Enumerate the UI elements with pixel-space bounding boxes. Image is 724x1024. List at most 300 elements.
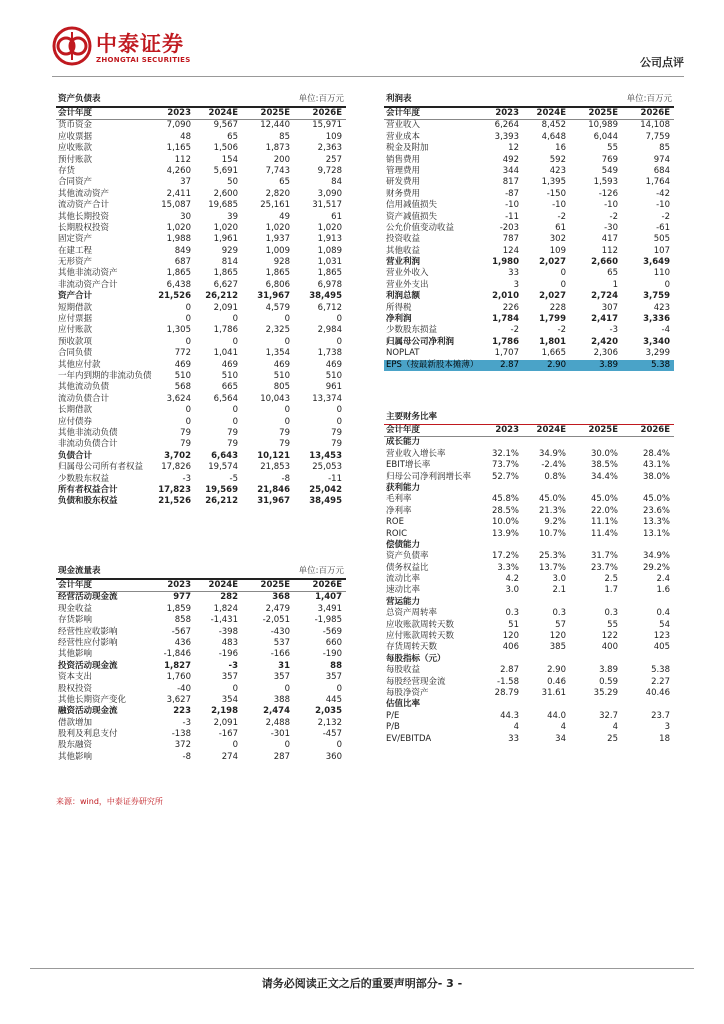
row-label: 长期股权投资	[58, 222, 110, 233]
table-row	[56, 268, 346, 279]
row-label: 所得税	[386, 302, 412, 313]
row-value: 21,846	[257, 484, 290, 495]
row-label: 其他应付款	[58, 359, 101, 370]
row-value: 79	[180, 427, 191, 438]
row-value: 45.0%	[538, 494, 566, 505]
table-row	[56, 234, 346, 245]
row-label: 归属母公司所有者权益	[58, 462, 144, 473]
row-label: 总资产周转率	[386, 608, 438, 619]
row-value: 2,411	[166, 188, 191, 199]
row-value: 1,665	[541, 348, 566, 359]
row-value: 0.3	[604, 608, 618, 619]
table-row	[56, 661, 346, 672]
row-value: 1,041	[213, 348, 238, 359]
row-value: 85	[279, 131, 290, 142]
row-label: 信用减值损失	[386, 200, 438, 211]
row-value: 31	[278, 660, 290, 671]
row-value: 1,395	[541, 177, 566, 188]
row-value: 257	[325, 154, 342, 165]
row-value: 15,971	[312, 120, 342, 131]
row-value: 7,759	[645, 131, 670, 142]
table-row	[56, 604, 346, 615]
row-label: 资产减值损失	[386, 211, 438, 222]
row-value: 1,865	[317, 268, 342, 279]
table-row	[384, 517, 674, 528]
row-value: 1,760	[166, 672, 191, 683]
row-value: 3,649	[643, 257, 670, 268]
row-value: 6,712	[317, 302, 342, 313]
row-label: 营业成本	[386, 131, 421, 142]
row-value: 388	[273, 694, 290, 705]
financial-ratios-table	[384, 412, 674, 745]
row-value: 3,299	[645, 348, 670, 359]
row-label: 存货影响	[58, 615, 93, 626]
table-body	[384, 425, 674, 745]
row-value: 2024E	[536, 425, 566, 435]
table-row	[384, 348, 674, 359]
row-value: 1,827	[164, 660, 191, 671]
row-value: 769	[601, 154, 618, 165]
row-value: 65	[279, 177, 290, 188]
row-value: -1,846	[163, 649, 191, 660]
row-value: 228	[549, 302, 566, 313]
row-value: 21.3%	[538, 505, 566, 516]
row-value: 510	[273, 370, 290, 381]
row-value: 2,325	[265, 325, 290, 336]
row-label: 会计年度	[386, 108, 421, 118]
row-label: 少数股东损益	[386, 325, 438, 336]
row-value: 0	[336, 416, 342, 427]
row-value: 34	[555, 733, 566, 744]
row-value: -8	[182, 751, 191, 762]
table-row	[56, 428, 346, 439]
row-label: 负债和股东权益	[58, 496, 118, 507]
row-value: 1,865	[213, 268, 238, 279]
table-title: 资产负债表	[58, 94, 101, 104]
row-value: 0	[232, 405, 238, 416]
table-row	[384, 280, 674, 291]
table-row	[384, 574, 674, 585]
row-value: -126	[598, 188, 618, 199]
row-value: 33	[508, 733, 519, 744]
table-row	[56, 212, 346, 223]
row-value: 25,042	[309, 484, 342, 495]
row-label: ROIC	[386, 528, 408, 539]
row-value: 57	[555, 619, 566, 630]
row-value: 1,801	[539, 336, 566, 347]
row-label: 其他流动资产	[58, 188, 110, 199]
row-value: 1,407	[315, 592, 342, 603]
row-value: -1.58	[497, 676, 519, 687]
row-value: 2.90	[547, 359, 566, 370]
row-label: 每股收益	[386, 665, 421, 676]
row-value: 3,090	[317, 188, 342, 199]
table-row	[384, 200, 674, 211]
row-value: 961	[325, 382, 342, 393]
row-label: 营运能力	[386, 596, 421, 607]
row-value: 2.5	[604, 574, 618, 585]
row-value: 2025E	[260, 108, 290, 118]
row-value: 0	[284, 336, 290, 347]
row-value: 120	[549, 631, 566, 642]
table-row	[56, 439, 346, 450]
table-row	[56, 246, 346, 257]
row-label: 营业利润	[386, 257, 421, 268]
row-value: 3.89	[599, 359, 618, 370]
table-row	[56, 360, 346, 371]
table-row	[56, 474, 346, 485]
table-row	[56, 718, 346, 729]
table-row	[384, 166, 674, 177]
table-row	[384, 642, 674, 653]
row-value: 21,526	[158, 496, 191, 507]
row-value: 2.27	[651, 676, 670, 687]
row-value: 2,820	[265, 188, 290, 199]
table-row	[56, 223, 346, 234]
row-value: 39	[227, 211, 238, 222]
table-row	[56, 740, 346, 751]
row-value: 1,913	[317, 234, 342, 245]
row-value: 13.3%	[642, 517, 670, 528]
row-value: 34.4%	[590, 471, 618, 482]
row-label: 会计年度	[386, 425, 421, 435]
row-value: 537	[273, 637, 290, 648]
row-value: 1,786	[492, 336, 519, 347]
row-value: -1,431	[210, 615, 238, 626]
row-value: 38,495	[309, 291, 342, 302]
row-label: 固定资产	[58, 234, 93, 245]
table-row	[56, 451, 346, 462]
row-value: 23.7%	[590, 562, 618, 573]
row-value: 37	[180, 177, 191, 188]
row-label: 研发费用	[386, 177, 421, 188]
row-value: 469	[273, 359, 290, 370]
row-value: 0	[664, 279, 670, 290]
row-value: 3.0	[505, 585, 519, 596]
row-value: 18	[659, 733, 670, 744]
row-label: 所有者权益合计	[58, 484, 118, 495]
row-label: 存货周转天数	[386, 642, 438, 653]
row-label: 每股净资产	[386, 687, 429, 698]
row-value: 32.7	[599, 710, 618, 721]
row-label: 税金及附加	[386, 143, 429, 154]
table-row	[384, 665, 674, 676]
row-value: 1,980	[492, 257, 519, 268]
row-value: 4,579	[265, 302, 290, 313]
table-row	[56, 405, 346, 416]
row-label: 资产负债率	[386, 551, 429, 562]
row-label: 净利率	[386, 505, 412, 516]
row-value: 1	[612, 279, 618, 290]
table-row	[56, 417, 346, 428]
row-value: 2,474	[263, 706, 290, 717]
column-header-row	[56, 580, 346, 592]
row-value: 1,020	[317, 222, 342, 233]
row-label: 融资活动现金流	[58, 706, 118, 717]
row-value: 1,020	[166, 222, 191, 233]
row-value: 79	[279, 427, 290, 438]
table-row	[384, 234, 674, 245]
row-value: -430	[270, 626, 290, 637]
table-row	[56, 177, 346, 188]
table-row	[56, 462, 346, 473]
row-label: 短期借款	[58, 302, 93, 313]
table-row	[384, 449, 674, 460]
row-value: 79	[227, 439, 238, 450]
row-label: 其他长期投资	[58, 211, 110, 222]
footer-divider	[30, 968, 694, 969]
row-value: 45.8%	[491, 494, 519, 505]
table-row	[56, 496, 346, 507]
row-value: 31.7%	[590, 551, 618, 562]
table-row	[384, 155, 674, 166]
row-value: -2.4%	[541, 460, 566, 471]
row-value: 79	[180, 439, 191, 450]
row-value: 510	[221, 370, 238, 381]
row-value: 5,691	[213, 165, 238, 176]
row-value: 423	[549, 165, 566, 176]
row-label: P/E	[386, 710, 400, 721]
row-label: 应付票据	[58, 314, 93, 325]
table-row	[384, 597, 674, 608]
row-label: 合同负债	[58, 348, 93, 359]
row-value: 43.1%	[642, 460, 670, 471]
row-value: 1,305	[166, 325, 191, 336]
row-value: 1,089	[317, 245, 342, 256]
table-header	[56, 566, 346, 580]
table-row	[384, 189, 674, 200]
table-row	[56, 120, 346, 131]
row-value: 30.0%	[590, 448, 618, 459]
row-value: 302	[549, 234, 566, 245]
row-value: 31.61	[541, 687, 566, 698]
row-value: 35.29	[593, 687, 618, 698]
row-value: -569	[322, 626, 342, 637]
row-label: 应付账款	[58, 325, 93, 336]
row-value: 6,643	[211, 450, 238, 461]
row-value: 469	[325, 359, 342, 370]
row-value: 45.0%	[642, 494, 670, 505]
table-row	[384, 132, 674, 143]
row-label: 负债合计	[58, 450, 93, 461]
row-value: 2025E	[588, 425, 618, 435]
table-row	[384, 688, 674, 699]
row-value: 0.8%	[544, 471, 566, 482]
table-row	[56, 371, 346, 382]
row-value: 34.9%	[538, 448, 566, 459]
row-value: 0	[284, 314, 290, 325]
row-value: 21,853	[260, 462, 290, 473]
row-label: 资本支出	[58, 672, 93, 683]
row-value: 3	[664, 722, 670, 733]
table-row	[384, 734, 674, 745]
table-unit: 单位:百万元	[298, 94, 344, 104]
row-value: 0.3	[505, 608, 519, 619]
row-value: -30	[604, 222, 618, 233]
row-value: 510	[325, 370, 342, 381]
row-value: -87	[505, 188, 519, 199]
row-value: 665	[221, 382, 238, 393]
row-value: 1,873	[265, 143, 290, 154]
page-footer: 请务必阅读正文之后的重要声明部分- 3 -	[261, 977, 463, 990]
row-value: 2,027	[539, 291, 566, 302]
row-value: 2.87	[500, 359, 519, 370]
row-value: 2,660	[591, 257, 618, 268]
table-row	[56, 303, 346, 314]
table-row	[56, 615, 346, 626]
table-row	[384, 460, 674, 471]
row-value: 1,865	[265, 268, 290, 279]
row-value: 0	[185, 416, 191, 427]
row-value: 30	[180, 211, 191, 222]
row-value: 51	[508, 619, 519, 630]
row-value: -2	[557, 325, 566, 336]
row-value: 50	[227, 177, 238, 188]
row-value: 112	[601, 245, 618, 256]
row-value: 4,260	[166, 165, 191, 176]
cashflow-table	[56, 566, 346, 763]
row-value: 436	[174, 637, 191, 648]
row-value: 805	[273, 382, 290, 393]
row-value: 112	[174, 154, 191, 165]
row-value: 1,009	[265, 245, 290, 256]
row-value: 0	[185, 302, 191, 313]
row-value: 2,091	[213, 302, 238, 313]
row-value: 11.1%	[590, 517, 618, 528]
row-value: -2,051	[262, 615, 290, 626]
row-value: 107	[653, 245, 670, 256]
row-value: 109	[325, 131, 342, 142]
table-row	[56, 155, 346, 166]
row-value: 0.4	[656, 608, 670, 619]
row-label: 速动比率	[386, 585, 421, 596]
column-header-row	[384, 425, 674, 437]
row-value: 3,393	[494, 131, 519, 142]
row-value: 38,495	[309, 496, 342, 507]
table-row	[384, 212, 674, 223]
row-label: 应付债券	[58, 416, 93, 427]
row-label: 其他非流动资产	[58, 268, 118, 279]
table-row	[56, 291, 346, 302]
row-value: 492	[502, 154, 519, 165]
row-value: 814	[221, 257, 238, 268]
row-value: 2,488	[265, 717, 290, 728]
row-label: 其他长期资产变化	[58, 694, 127, 705]
row-value: 3,336	[643, 314, 670, 325]
row-label: 营业收入增长率	[386, 448, 446, 459]
row-label: 估值比率	[386, 699, 421, 710]
row-value: 14,108	[640, 120, 670, 131]
row-value: 2023	[495, 425, 519, 435]
row-label: 资产合计	[58, 291, 93, 302]
row-value: 2.1	[552, 585, 566, 596]
row-label: 应收账款	[58, 143, 93, 154]
row-label: 借款增加	[58, 717, 93, 728]
row-label: 长期借款	[58, 405, 93, 416]
row-value: 73.7%	[491, 460, 519, 471]
column-header-row	[384, 108, 674, 120]
row-value: 0	[284, 416, 290, 427]
row-value: 226	[502, 302, 519, 313]
row-label: 管理费用	[386, 165, 421, 176]
table-row	[56, 394, 346, 405]
table-row	[56, 200, 346, 211]
row-label: 其他影响	[58, 649, 93, 660]
row-value: 52.7%	[491, 471, 519, 482]
row-value: 1.6	[656, 585, 670, 596]
row-value: 22.0%	[590, 505, 618, 516]
row-label: 会计年度	[58, 108, 93, 118]
table-row	[384, 711, 674, 722]
row-label: 债务权益比	[386, 562, 429, 573]
row-value: 3,702	[164, 450, 191, 461]
row-label: 营业收入	[386, 120, 421, 131]
row-value: -2	[661, 211, 670, 222]
row-label: 其他流动负债	[58, 382, 110, 393]
row-value: 34.9%	[642, 551, 670, 562]
row-value: 4.2	[505, 574, 519, 585]
row-value: 344	[502, 165, 519, 176]
table-title: 主要财务比率	[386, 412, 438, 422]
row-value: 660	[325, 637, 342, 648]
row-value: 357	[325, 672, 342, 683]
row-label: 非流动资产合计	[58, 279, 118, 290]
row-value: 2.87	[500, 665, 519, 676]
row-value: 55	[607, 143, 618, 154]
row-label: 应付账款周转天数	[386, 631, 455, 642]
row-value: 423	[653, 302, 670, 313]
table-row	[56, 592, 346, 603]
row-value: 1,031	[317, 257, 342, 268]
logo-text-cn: 中泰证券	[96, 32, 184, 56]
row-value: 0	[336, 740, 342, 751]
row-label: 应收票据	[58, 131, 93, 142]
row-value: 0	[560, 268, 566, 279]
table-unit: 单位:百万元	[626, 94, 672, 104]
table-row	[56, 672, 346, 683]
row-value: 6,564	[213, 393, 238, 404]
row-value: 84	[331, 177, 342, 188]
row-value: 1,799	[539, 314, 566, 325]
row-label: NOPLAT	[386, 348, 420, 359]
row-value: 31,967	[257, 496, 290, 507]
table-row	[56, 638, 346, 649]
row-value: -196	[218, 649, 238, 660]
balance-sheet-table	[56, 94, 346, 508]
row-value: 406	[502, 642, 519, 653]
row-value: -3	[609, 325, 618, 336]
document-type: 公司点评	[640, 56, 684, 69]
table-row	[384, 303, 674, 314]
row-value: 6,627	[213, 279, 238, 290]
row-value: 1,354	[265, 348, 290, 359]
row-value: 28.5%	[491, 505, 519, 516]
row-value: 200	[273, 154, 290, 165]
row-value: 48	[180, 131, 191, 142]
row-label: 利润总额	[386, 291, 421, 302]
row-value: 0	[336, 683, 342, 694]
table-row	[384, 143, 674, 154]
row-value: 684	[653, 165, 670, 176]
row-label: 其他非流动负债	[58, 427, 118, 438]
row-label: P/B	[386, 722, 400, 733]
row-value: 223	[173, 706, 191, 717]
row-value: 0	[560, 279, 566, 290]
row-value: 12	[508, 143, 519, 154]
row-value: 15,087	[161, 200, 191, 211]
row-value: -301	[270, 729, 290, 740]
row-value: 3.89	[599, 665, 618, 676]
